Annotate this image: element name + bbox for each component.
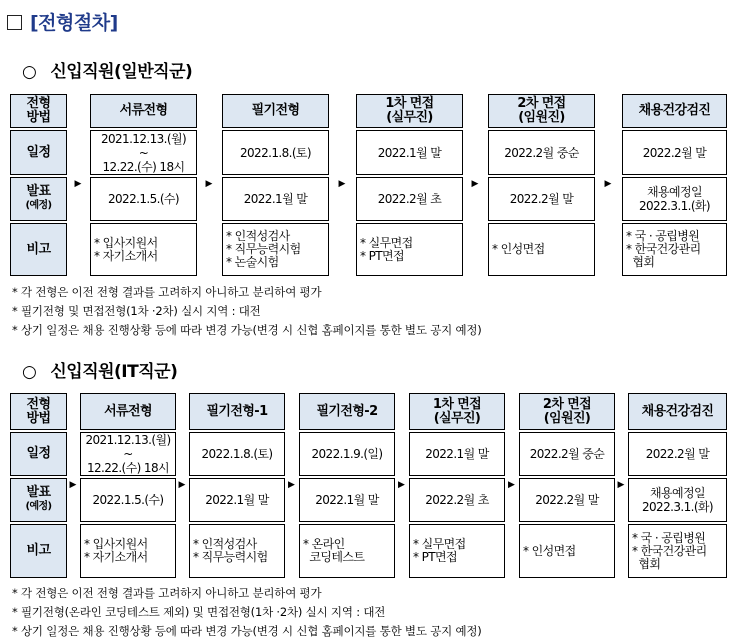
remark-item: * 자기소개서 [84,550,148,564]
stage-remarks [189,524,285,578]
section-title: [전형절차] [7,8,118,35]
stage-remarks [628,524,727,578]
stage-remarks [299,524,395,578]
stage-announce: 2022.1월 말 [299,478,395,522]
remark-item: * 직무능력시험 [226,242,301,256]
circle-bullet-icon: ○ [22,62,37,82]
arrow-right-icon: ▶ [604,179,612,189]
remark-item: * 한국건강관리 협회 [626,242,701,269]
stage-header: 서류전형 [90,94,197,128]
circle-bullet-icon: ○ [22,362,37,382]
stage-header: 서류전형 [80,393,176,430]
remark-item: * 논술시험 [226,255,279,269]
remark-item: * 국 · 공립병원 [632,530,706,545]
stage-schedule: 2021.12.13.(월) ~ 12.22.(수) 18시 [80,432,176,476]
stage-remarks [409,524,505,578]
stage-header: 필기전형-1 [189,393,285,430]
footnote: * 필기전형(온라인 코딩테스트 제외) 및 면접전형(1차 ·2차) 실시 지역 : 대전 [12,605,386,619]
arrow-right-icon: ▶ [508,480,515,490]
stage-header: 1차 면접 (실무진) [356,94,463,128]
remark-label: 비고 [10,524,67,578]
stage-announce: 2022.1월 말 [189,478,285,522]
arrow-right-icon: ▶ [398,480,405,490]
stage-schedule: 2022.1.8.(토) [189,432,285,476]
stage-remarks [356,223,463,276]
method-label: 전형 방법 [10,94,67,128]
arrow-right-icon: ▶ [74,179,82,189]
stage-header: 2차 면접 (임원진) [519,393,615,430]
stage-schedule: 2022.1월 말 [356,130,463,175]
remark-item: * 입사지원서 [84,537,148,551]
stage-announce: 2022.1.5.(수) [80,478,176,522]
stage-schedule: 2022.1.8.(토) [222,130,329,175]
stage-schedule: 2022.1.9.(일) [299,432,395,476]
stage-schedule: 2022.2월 말 [622,130,727,175]
stage-schedule: 2022.2월 중순 [519,432,615,476]
it-heading: ○ 신입직원(IT직군) [22,362,178,382]
stage-header: 채용건강검진 [628,393,727,430]
arrow-right-icon: ▶ [471,179,479,189]
stage-schedule: 2022.2월 말 [628,432,727,476]
remark-item: * PT면접 [413,550,457,564]
remark-item: * 입사지원서 [94,235,158,250]
stage-remarks [622,223,727,276]
arrow-right-icon: ▶ [205,179,213,189]
remark-item: * 직무능력시험 [193,550,268,564]
footnote: * 각 전형은 이전 전형 결과를 고려하지 아니하고 분리하여 평가 [12,586,322,600]
stage-header: 필기전형 [222,94,329,128]
footnote: * 필기전형 및 면접전형(1차 ·2차) 실시 지역 : 대전 [12,304,261,318]
footnote: * 상기 일정은 채용 진행상황 등에 따라 변경 가능(변경 시 신협 홈페이지를 통한 별도 공지 예정) [12,323,482,337]
arrow-right-icon: ▶ [338,179,346,189]
stage-schedule: 2022.2월 중순 [488,130,595,175]
stage-header: 채용건강검진 [622,94,727,128]
checkbox-icon [7,15,22,30]
stage-announce: 2022.2월 초 [409,478,505,522]
remark-item: * 국 · 공립병원 [626,229,700,243]
announce-label: 발표 (예정) [10,177,67,221]
remark-item: * PT면접 [360,248,404,263]
stage-announce: 2022.1.5.(수) [90,177,197,221]
remark-item: * 실무면접 [413,537,466,551]
remark-item: * 자기소개서 [94,248,158,263]
remark-item: * 온라인 [303,537,345,551]
stage-header: 1차 면접 (실무진) [409,393,505,430]
stage-remarks [90,223,197,276]
stage-remarks [80,524,176,578]
announce-label: 발표 (예정) [10,478,67,522]
arrow-right-icon: ▶ [69,480,77,490]
schedule-label: 일정 [10,432,67,476]
method-label: 전형 방법 [10,393,67,430]
arrow-right-icon: ▶ [288,480,295,490]
arrow-right-icon: ▶ [617,480,625,490]
footnote: * 각 전형은 이전 전형 결과를 고려하지 아니하고 분리하여 평가 [12,285,322,299]
stage-schedule: 2021.12.13.(월) ~ 12.22.(수) 18시 [90,130,197,175]
stage-remarks [519,524,615,578]
stage-schedule: 2022.1월 말 [409,432,505,476]
stage-header: 2차 면접 (임원진) [488,94,595,128]
stage-announce: 2022.2월 말 [488,177,595,221]
schedule-label: 일정 [10,130,67,175]
general-heading: ○ 신입직원(일반직군) [22,62,193,82]
remark-item: * 실무면접 [360,235,413,250]
footnote: * 상기 일정은 채용 진행상황 등에 따라 변경 가능(변경 시 신협 홈페이지를 통한 별도 공지 예정) [12,624,482,638]
stage-announce: 2022.2월 초 [356,177,463,221]
stage-announce: 2022.1월 말 [222,177,329,221]
remark-item: 코딩테스트 [303,550,365,564]
remark-item: * 한국건강관리 협회 [632,543,707,571]
remark-item: * 인적성검사 [193,537,257,551]
arrow-right-icon: ▶ [178,480,186,490]
stage-announce: 채용예정일 2022.3.1.(화) [628,478,727,522]
stage-announce: 채용예정일 2022.3.1.(화) [622,177,727,221]
stage-announce: 2022.2월 말 [519,478,615,522]
remark-item: * 인성면접 [492,242,545,256]
remark-item: * 인성면접 [523,543,576,558]
stage-remarks [488,223,595,276]
remark-item: * 인적성검사 [226,229,290,243]
remark-label: 비고 [10,223,67,276]
stage-remarks [222,223,329,276]
stage-header: 필기전형-2 [299,393,395,430]
